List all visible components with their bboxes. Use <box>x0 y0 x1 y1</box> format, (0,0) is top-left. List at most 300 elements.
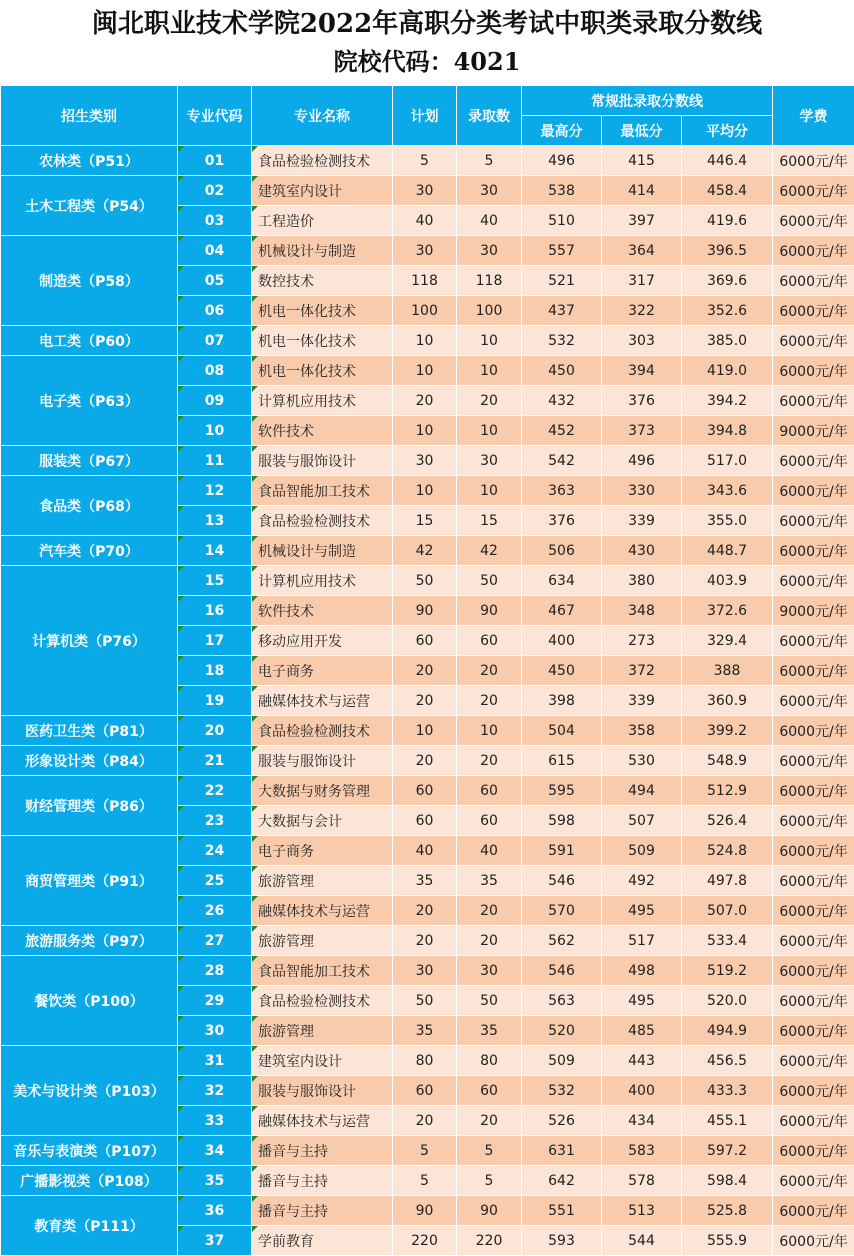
max-score-cell: 504 <box>522 716 602 746</box>
code-cell: 15 <box>178 566 252 596</box>
admitted-cell: 20 <box>457 386 522 416</box>
admitted-cell: 42 <box>457 536 522 566</box>
fee-cell: 6000元/年 <box>773 1106 854 1136</box>
table-row <box>1 176 854 206</box>
avg-score-cell: 548.9 <box>682 746 773 776</box>
fee-cell: 6000元/年 <box>773 806 854 836</box>
max-score-cell: 400 <box>522 626 602 656</box>
header-fee: 学费 <box>773 86 854 146</box>
max-score-cell: 520 <box>522 1016 602 1046</box>
name-cell: 食品智能加工技术 <box>252 476 393 506</box>
admitted-cell: 5 <box>457 1166 522 1196</box>
fee-cell: 6000元/年 <box>773 746 854 776</box>
name-cell: 软件技术 <box>252 596 393 626</box>
name-cell: 机电一体化技术 <box>252 326 393 356</box>
avg-score-cell: 524.8 <box>682 836 773 866</box>
name-cell: 大数据与财务管理 <box>252 776 393 806</box>
table-row <box>1 1136 854 1166</box>
plan-cell: 118 <box>393 266 457 296</box>
page-title: 闽北职业技术学院2022年高职分类考试中职类录取分数线 <box>0 0 854 44</box>
max-score-cell: 563 <box>522 986 602 1016</box>
code-cell: 08 <box>178 356 252 386</box>
plan-cell: 10 <box>393 416 457 446</box>
admitted-cell: 90 <box>457 1196 522 1226</box>
name-cell: 食品检验检测技术 <box>252 506 393 536</box>
max-score-cell: 615 <box>522 746 602 776</box>
plan-cell: 20 <box>393 1106 457 1136</box>
min-score-cell: 494 <box>602 776 682 806</box>
code-cell: 21 <box>178 746 252 776</box>
code-cell: 10 <box>178 416 252 446</box>
min-score-cell: 509 <box>602 836 682 866</box>
code-cell: 19 <box>178 686 252 716</box>
admitted-cell: 80 <box>457 1046 522 1076</box>
admitted-cell: 35 <box>457 1016 522 1046</box>
header-min: 最低分 <box>602 116 682 146</box>
name-cell: 食品智能加工技术 <box>252 956 393 986</box>
admitted-cell: 30 <box>457 956 522 986</box>
fee-cell: 6000元/年 <box>773 836 854 866</box>
admission-score-table <box>0 85 854 1256</box>
plan-cell: 40 <box>393 836 457 866</box>
plan-cell: 35 <box>393 1016 457 1046</box>
name-cell: 旅游管理 <box>252 926 393 956</box>
avg-score-cell: 598.4 <box>682 1166 773 1196</box>
min-score-cell: 544 <box>602 1226 682 1256</box>
max-score-cell: 532 <box>522 326 602 356</box>
plan-cell: 20 <box>393 746 457 776</box>
min-score-cell: 492 <box>602 866 682 896</box>
table-row <box>1 1196 854 1226</box>
admitted-cell: 60 <box>457 626 522 656</box>
plan-cell: 20 <box>393 386 457 416</box>
min-score-cell: 485 <box>602 1016 682 1046</box>
name-cell: 食品检验检测技术 <box>252 716 393 746</box>
avg-score-cell: 343.6 <box>682 476 773 506</box>
avg-score-cell: 355.0 <box>682 506 773 536</box>
avg-score-cell: 403.9 <box>682 566 773 596</box>
avg-score-cell: 555.9 <box>682 1226 773 1256</box>
min-score-cell: 517 <box>602 926 682 956</box>
max-score-cell: 506 <box>522 536 602 566</box>
code-cell: 06 <box>178 296 252 326</box>
category-cell: 汽车类（P70） <box>1 536 178 566</box>
fee-cell: 6000元/年 <box>773 716 854 746</box>
name-cell: 播音与主持 <box>252 1136 393 1166</box>
name-cell: 旅游管理 <box>252 1016 393 1046</box>
avg-score-cell: 526.4 <box>682 806 773 836</box>
max-score-cell: 363 <box>522 476 602 506</box>
plan-cell: 5 <box>393 146 457 176</box>
min-score-cell: 372 <box>602 656 682 686</box>
category-cell: 电子类（P63） <box>1 356 178 446</box>
name-cell: 移动应用开发 <box>252 626 393 656</box>
avg-score-cell: 399.2 <box>682 716 773 746</box>
min-score-cell: 339 <box>602 506 682 536</box>
plan-cell: 20 <box>393 686 457 716</box>
avg-score-cell: 533.4 <box>682 926 773 956</box>
min-score-cell: 414 <box>602 176 682 206</box>
category-cell: 食品类（P68） <box>1 476 178 536</box>
code-cell: 26 <box>178 896 252 926</box>
min-score-cell: 273 <box>602 626 682 656</box>
category-cell: 医药卫生类（P81） <box>1 716 178 746</box>
fee-cell: 6000元/年 <box>773 476 854 506</box>
admitted-cell: 50 <box>457 566 522 596</box>
code-cell: 32 <box>178 1076 252 1106</box>
code-cell: 25 <box>178 866 252 896</box>
name-cell: 大数据与会计 <box>252 806 393 836</box>
avg-score-cell: 507.0 <box>682 896 773 926</box>
plan-cell: 5 <box>393 1166 457 1196</box>
fee-cell: 6000元/年 <box>773 446 854 476</box>
plan-cell: 220 <box>393 1226 457 1256</box>
admitted-cell: 10 <box>457 416 522 446</box>
max-score-cell: 557 <box>522 236 602 266</box>
name-cell: 软件技术 <box>252 416 393 446</box>
name-cell: 计算机应用技术 <box>252 566 393 596</box>
fee-cell: 6000元/年 <box>773 926 854 956</box>
category-cell: 土木工程类（P54） <box>1 176 178 236</box>
plan-cell: 42 <box>393 536 457 566</box>
category-cell: 美术与设计类（P103） <box>1 1046 178 1136</box>
header-code: 专业代码 <box>178 86 252 146</box>
fee-cell: 6000元/年 <box>773 686 854 716</box>
code-cell: 29 <box>178 986 252 1016</box>
admitted-cell: 60 <box>457 776 522 806</box>
category-cell: 广播影视类（P108） <box>1 1166 178 1196</box>
max-score-cell: 631 <box>522 1136 602 1166</box>
fee-cell: 6000元/年 <box>773 356 854 386</box>
avg-score-cell: 360.9 <box>682 686 773 716</box>
code-cell: 11 <box>178 446 252 476</box>
code-cell: 17 <box>178 626 252 656</box>
max-score-cell: 376 <box>522 506 602 536</box>
min-score-cell: 415 <box>602 146 682 176</box>
category-cell: 教育类（P111） <box>1 1196 178 1256</box>
avg-score-cell: 419.6 <box>682 206 773 236</box>
admitted-cell: 30 <box>457 236 522 266</box>
code-cell: 14 <box>178 536 252 566</box>
plan-cell: 10 <box>393 476 457 506</box>
code-cell: 09 <box>178 386 252 416</box>
admitted-cell: 15 <box>457 506 522 536</box>
name-cell: 食品检验检测技术 <box>252 986 393 1016</box>
plan-cell: 80 <box>393 1046 457 1076</box>
name-cell: 机电一体化技术 <box>252 356 393 386</box>
category-cell: 制造类（P58） <box>1 236 178 326</box>
admitted-cell: 90 <box>457 596 522 626</box>
avg-score-cell: 388 <box>682 656 773 686</box>
title-block <box>0 0 854 85</box>
admitted-cell: 20 <box>457 656 522 686</box>
avg-score-cell: 494.9 <box>682 1016 773 1046</box>
header-score-group: 常规批录取分数线 <box>522 86 773 116</box>
min-score-cell: 578 <box>602 1166 682 1196</box>
min-score-cell: 530 <box>602 746 682 776</box>
avg-score-cell: 517.0 <box>682 446 773 476</box>
category-cell: 旅游服务类（P97） <box>1 926 178 956</box>
avg-score-cell: 396.5 <box>682 236 773 266</box>
avg-score-cell: 394.2 <box>682 386 773 416</box>
fee-cell: 6000元/年 <box>773 1076 854 1106</box>
name-cell: 融媒体技术与运营 <box>252 896 393 926</box>
admitted-cell: 10 <box>457 716 522 746</box>
max-score-cell: 562 <box>522 926 602 956</box>
min-score-cell: 394 <box>602 356 682 386</box>
admitted-cell: 20 <box>457 926 522 956</box>
header-plan: 计划 <box>393 86 457 146</box>
admitted-cell: 10 <box>457 476 522 506</box>
name-cell: 机械设计与制造 <box>252 536 393 566</box>
max-score-cell: 570 <box>522 896 602 926</box>
max-score-cell: 598 <box>522 806 602 836</box>
table-row <box>1 716 854 746</box>
admitted-cell: 50 <box>457 986 522 1016</box>
avg-score-cell: 446.4 <box>682 146 773 176</box>
avg-score-cell: 419.0 <box>682 356 773 386</box>
fee-cell: 6000元/年 <box>773 656 854 686</box>
admitted-cell: 40 <box>457 836 522 866</box>
plan-cell: 10 <box>393 326 457 356</box>
name-cell: 数控技术 <box>252 266 393 296</box>
min-score-cell: 358 <box>602 716 682 746</box>
max-score-cell: 437 <box>522 296 602 326</box>
fee-cell: 6000元/年 <box>773 1046 854 1076</box>
avg-score-cell: 512.9 <box>682 776 773 806</box>
min-score-cell: 495 <box>602 896 682 926</box>
plan-cell: 60 <box>393 1076 457 1106</box>
name-cell: 建筑室内设计 <box>252 176 393 206</box>
plan-cell: 90 <box>393 1196 457 1226</box>
max-score-cell: 546 <box>522 956 602 986</box>
fee-cell: 6000元/年 <box>773 566 854 596</box>
min-score-cell: 397 <box>602 206 682 236</box>
min-score-cell: 496 <box>602 446 682 476</box>
name-cell: 播音与主持 <box>252 1166 393 1196</box>
category-cell: 财经管理类（P86） <box>1 776 178 836</box>
max-score-cell: 542 <box>522 446 602 476</box>
plan-cell: 15 <box>393 506 457 536</box>
min-score-cell: 303 <box>602 326 682 356</box>
code-cell: 35 <box>178 1166 252 1196</box>
admitted-cell: 118 <box>457 266 522 296</box>
name-cell: 播音与主持 <box>252 1196 393 1226</box>
fee-cell: 6000元/年 <box>773 536 854 566</box>
max-score-cell: 509 <box>522 1046 602 1076</box>
code-cell: 16 <box>178 596 252 626</box>
max-score-cell: 634 <box>522 566 602 596</box>
avg-score-cell: 597.2 <box>682 1136 773 1166</box>
table-row <box>1 1166 854 1196</box>
name-cell: 工程造价 <box>252 206 393 236</box>
category-cell: 服装类（P67） <box>1 446 178 476</box>
avg-score-cell: 352.6 <box>682 296 773 326</box>
max-score-cell: 432 <box>522 386 602 416</box>
admitted-cell: 60 <box>457 806 522 836</box>
code-cell: 02 <box>178 176 252 206</box>
header-category: 招生类别 <box>1 86 178 146</box>
table-row <box>1 446 854 476</box>
table-row <box>1 356 854 386</box>
fee-cell: 6000元/年 <box>773 386 854 416</box>
code-cell: 36 <box>178 1196 252 1226</box>
min-score-cell: 348 <box>602 596 682 626</box>
avg-score-cell: 433.3 <box>682 1076 773 1106</box>
min-score-cell: 376 <box>602 386 682 416</box>
fee-cell: 6000元/年 <box>773 1136 854 1166</box>
header-name: 专业名称 <box>252 86 393 146</box>
avg-score-cell: 456.5 <box>682 1046 773 1076</box>
category-cell: 餐饮类（P100） <box>1 956 178 1046</box>
avg-score-cell: 497.8 <box>682 866 773 896</box>
plan-cell: 40 <box>393 206 457 236</box>
name-cell: 机械设计与制造 <box>252 236 393 266</box>
fee-cell: 6000元/年 <box>773 1016 854 1046</box>
min-score-cell: 400 <box>602 1076 682 1106</box>
min-score-cell: 317 <box>602 266 682 296</box>
plan-cell: 30 <box>393 236 457 266</box>
avg-score-cell: 329.4 <box>682 626 773 656</box>
fee-cell: 6000元/年 <box>773 506 854 536</box>
code-cell: 01 <box>178 146 252 176</box>
table-row <box>1 476 854 506</box>
header-admitted: 录取数 <box>457 86 522 146</box>
plan-cell: 60 <box>393 806 457 836</box>
plan-cell: 10 <box>393 716 457 746</box>
max-score-cell: 450 <box>522 356 602 386</box>
code-cell: 04 <box>178 236 252 266</box>
table-row <box>1 956 854 986</box>
avg-score-cell: 448.7 <box>682 536 773 566</box>
fee-cell: 6000元/年 <box>773 956 854 986</box>
admitted-cell: 20 <box>457 746 522 776</box>
min-score-cell: 330 <box>602 476 682 506</box>
table-row <box>1 746 854 776</box>
max-score-cell: 510 <box>522 206 602 236</box>
plan-cell: 90 <box>393 596 457 626</box>
name-cell: 学前教育 <box>252 1226 393 1256</box>
admitted-cell: 20 <box>457 896 522 926</box>
max-score-cell: 450 <box>522 656 602 686</box>
fee-cell: 6000元/年 <box>773 206 854 236</box>
plan-cell: 20 <box>393 896 457 926</box>
fee-cell: 6000元/年 <box>773 986 854 1016</box>
admitted-cell: 100 <box>457 296 522 326</box>
avg-score-cell: 458.4 <box>682 176 773 206</box>
code-cell: 23 <box>178 806 252 836</box>
admitted-cell: 10 <box>457 356 522 386</box>
name-cell: 融媒体技术与运营 <box>252 1106 393 1136</box>
plan-cell: 50 <box>393 566 457 596</box>
table-row <box>1 776 854 806</box>
admitted-cell: 20 <box>457 686 522 716</box>
min-score-cell: 380 <box>602 566 682 596</box>
table-row <box>1 326 854 356</box>
max-score-cell: 642 <box>522 1166 602 1196</box>
category-cell: 商贸管理类（P91） <box>1 836 178 926</box>
name-cell: 旅游管理 <box>252 866 393 896</box>
admitted-cell: 35 <box>457 866 522 896</box>
table-row <box>1 566 854 596</box>
admitted-cell: 5 <box>457 146 522 176</box>
code-cell: 30 <box>178 1016 252 1046</box>
name-cell: 融媒体技术与运营 <box>252 686 393 716</box>
min-score-cell: 339 <box>602 686 682 716</box>
table-row <box>1 536 854 566</box>
fee-cell: 6000元/年 <box>773 146 854 176</box>
category-cell: 形象设计类（P84） <box>1 746 178 776</box>
name-cell: 电子商务 <box>252 656 393 686</box>
admitted-cell: 40 <box>457 206 522 236</box>
min-score-cell: 364 <box>602 236 682 266</box>
plan-cell: 30 <box>393 176 457 206</box>
min-score-cell: 583 <box>602 1136 682 1166</box>
max-score-cell: 496 <box>522 146 602 176</box>
max-score-cell: 532 <box>522 1076 602 1106</box>
table-row <box>1 926 854 956</box>
max-score-cell: 595 <box>522 776 602 806</box>
fee-cell: 6000元/年 <box>773 296 854 326</box>
plan-cell: 20 <box>393 926 457 956</box>
table-row <box>1 236 854 266</box>
name-cell: 食品检验检测技术 <box>252 146 393 176</box>
avg-score-cell: 385.0 <box>682 326 773 356</box>
name-cell: 服装与服饰设计 <box>252 746 393 776</box>
name-cell: 机电一体化技术 <box>252 296 393 326</box>
plan-cell: 30 <box>393 956 457 986</box>
code-cell: 22 <box>178 776 252 806</box>
admitted-cell: 220 <box>457 1226 522 1256</box>
code-cell: 34 <box>178 1136 252 1166</box>
avg-score-cell: 525.8 <box>682 1196 773 1226</box>
fee-cell: 6000元/年 <box>773 1166 854 1196</box>
table-row <box>1 1046 854 1076</box>
plan-cell: 60 <box>393 626 457 656</box>
fee-cell: 6000元/年 <box>773 626 854 656</box>
plan-cell: 35 <box>393 866 457 896</box>
fee-cell: 6000元/年 <box>773 896 854 926</box>
min-score-cell: 373 <box>602 416 682 446</box>
min-score-cell: 434 <box>602 1106 682 1136</box>
fee-cell: 6000元/年 <box>773 236 854 266</box>
fee-cell: 6000元/年 <box>773 776 854 806</box>
plan-cell: 10 <box>393 356 457 386</box>
max-score-cell: 521 <box>522 266 602 296</box>
category-cell: 计算机类（P76） <box>1 566 178 716</box>
avg-score-cell: 455.1 <box>682 1106 773 1136</box>
admitted-cell: 10 <box>457 326 522 356</box>
category-cell: 农林类（P51） <box>1 146 178 176</box>
code-cell: 13 <box>178 506 252 536</box>
avg-score-cell: 372.6 <box>682 596 773 626</box>
header-avg: 平均分 <box>682 116 773 146</box>
avg-score-cell: 369.6 <box>682 266 773 296</box>
code-cell: 28 <box>178 956 252 986</box>
max-score-cell: 546 <box>522 866 602 896</box>
plan-cell: 5 <box>393 1136 457 1166</box>
max-score-cell: 591 <box>522 836 602 866</box>
plan-cell: 100 <box>393 296 457 326</box>
plan-cell: 60 <box>393 776 457 806</box>
admitted-cell: 20 <box>457 1106 522 1136</box>
fee-cell: 6000元/年 <box>773 1226 854 1256</box>
code-cell: 05 <box>178 266 252 296</box>
name-cell: 建筑室内设计 <box>252 1046 393 1076</box>
min-score-cell: 430 <box>602 536 682 566</box>
fee-cell: 6000元/年 <box>773 326 854 356</box>
max-score-cell: 467 <box>522 596 602 626</box>
